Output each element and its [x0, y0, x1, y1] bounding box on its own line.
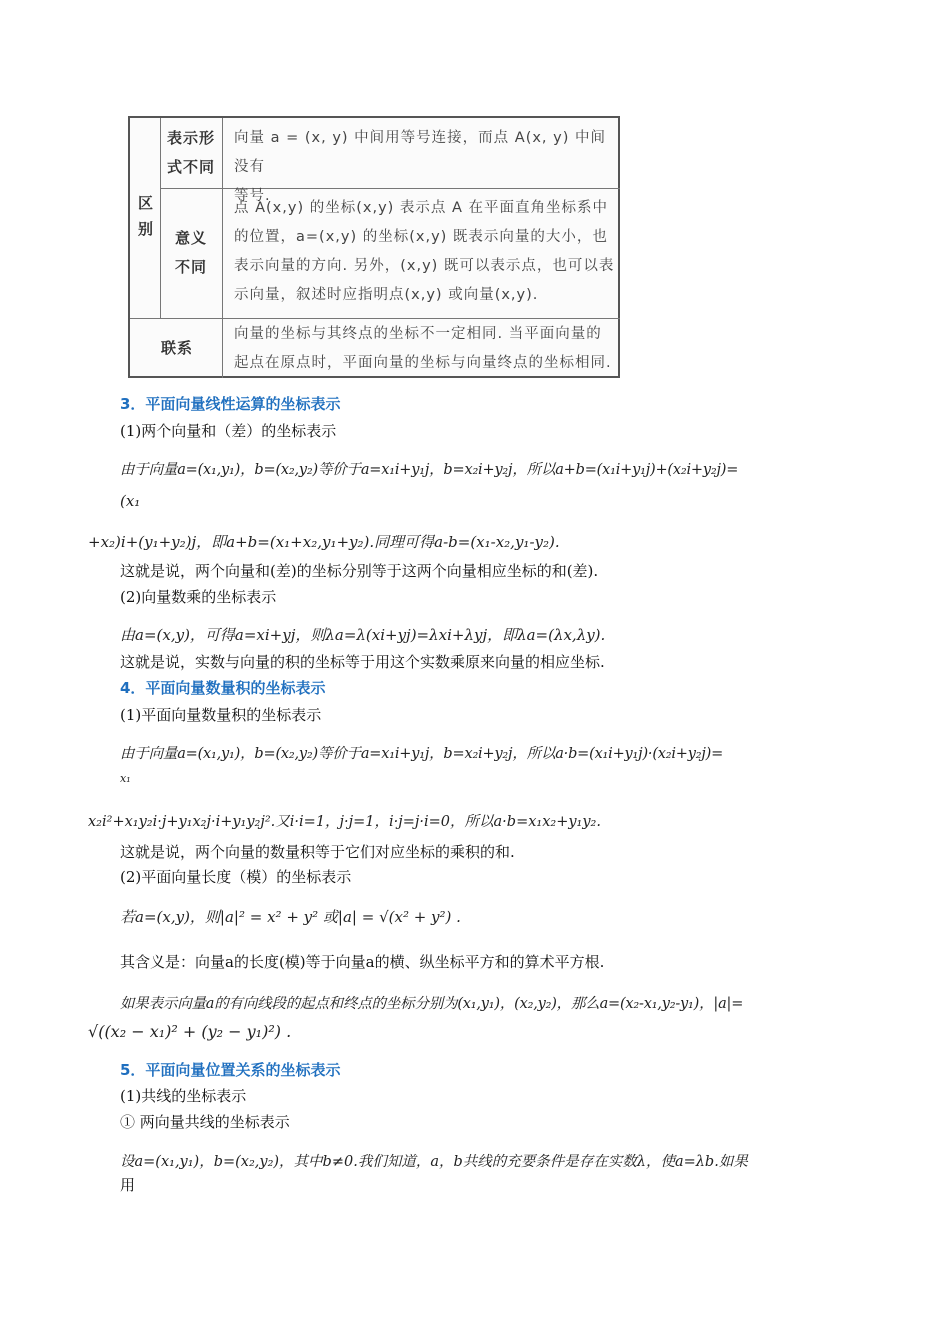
section-3-title: 3．平面向量线性运算的坐标表示	[120, 395, 341, 413]
line-4-1b: x₁	[120, 772, 131, 785]
line-4-5: √((x₂ − x₁)² + (y₂ − y₁)²) .	[88, 1022, 292, 1041]
comparison-table	[128, 116, 620, 378]
section-5-tail: 用	[120, 1176, 136, 1194]
section-3-summary2: 这就是说，实数与向量的积的坐标等于用这个实数乘原来向量的相应坐标.	[120, 653, 605, 671]
row-head-form: 表示形 式不同	[166, 129, 215, 176]
section-4-summary1: 这就是说，两个向量的数量积等于它们对应坐标的乘积的和.	[120, 843, 515, 861]
line-3-1: 由于向量a=(x₁,y₁)，b=(x₂,y₂)等价于a=x₁i+y₁j，b=x₂i+y₂j，所以a+b=(x₁i+y₁j)+(x₂i+y₂j)=	[120, 462, 739, 478]
section-3-sub1: (1)两个向量和（差）的坐标表示	[120, 422, 337, 440]
row-head-relation: 联系	[160, 339, 193, 357]
row-text-meaning: 点 A(x,y) 的坐标(x,y) 表示点 A 在平面直角坐标系中 的位置，a=(x,y) 的坐标(x,y) 既表示向量的大小，也 表示向量的方向. 另外，(x,y) 既可以表示点，也可以表 示向量，叙述时应指明点(x,y) 或向量(x,y).	[234, 200, 615, 303]
section-3-sub2: (2)向量数乘的坐标表示	[120, 588, 277, 606]
row-text-form: 向量 a = (x, y) 中间用等号连接，而点 A(x, y) 中间没有 等号.	[234, 130, 606, 204]
line-3-1b: (x₁	[120, 492, 141, 510]
row-text-relation: 向量的坐标与其终点的坐标不一定相同. 当平面向量的 起点在原点时，平面向量的坐标与向量终点的坐标相同.	[234, 326, 612, 371]
group-label: 区 别	[137, 194, 154, 238]
section-5-sub1a: ① 两向量共线的坐标表示	[120, 1113, 290, 1131]
line-4-3: 若a=(x,y)，则|a|² = x² + y² 或|a| = √(x² + y²) .	[120, 908, 461, 926]
section-3-summary1: 这就是说，两个向量和(差)的坐标分别等于这两个向量相应坐标的和(差).	[120, 562, 599, 580]
section-4-sub1: (1)平面向量数量积的坐标表示	[120, 706, 322, 724]
section-4-meaning: 其含义是：向量a的长度(模)等于向量a的横、纵坐标平方和的算术平方根.	[120, 953, 605, 971]
section-5-sub1: (1)共线的坐标表示	[120, 1087, 247, 1105]
line-3-2: +x₂)i+(y₁+y₂)j，即a+b=(x₁+x₂,y₁+y₂).同理可得a-b=(x₁-x₂,y₁-y₂).	[88, 533, 560, 551]
section-5-title: 5．平面向量位置关系的坐标表示	[120, 1061, 341, 1079]
line-4-2: x₂i²+x₁y₂i·j+y₁x₂j·i+y₁y₂j².又i·i=1，j·j=1，i·j=j·i=0，所以a·b=x₁x₂+y₁y₂.	[88, 814, 601, 830]
row-head-meaning: 意义 不同	[174, 229, 207, 276]
line-4-4: 如果表示向量a的有向线段的起点和终点的坐标分别为(x₁,y₁)，(x₂,y₂)，那么a=(x₂-x₁,y₂-y₁)，|a|=	[120, 996, 744, 1012]
line-5-1: 设a=(x₁,y₁)，b=(x₂,y₂)，其中b≠0.我们知道，a，b共线的充要条件是存在实数λ，使a=λb.如果	[120, 1154, 748, 1170]
line-3-3: 由a=(x,y)，可得a=xi+yj，则λa=λ(xi+yj)=λxi+λyj，即λa=(λx,λy).	[120, 626, 606, 644]
line-4-1: 由于向量a=(x₁,y₁)，b=(x₂,y₂)等价于a=x₁i+y₁j，b=x₂i+y₂j，所以a·b=(x₁i+y₁j)·(x₂i+y₂j)=	[120, 746, 724, 762]
section-4-title: 4．平面向量数量积的坐标表示	[120, 679, 326, 697]
section-4-sub2: (2)平面向量长度（模）的坐标表示	[120, 868, 352, 886]
